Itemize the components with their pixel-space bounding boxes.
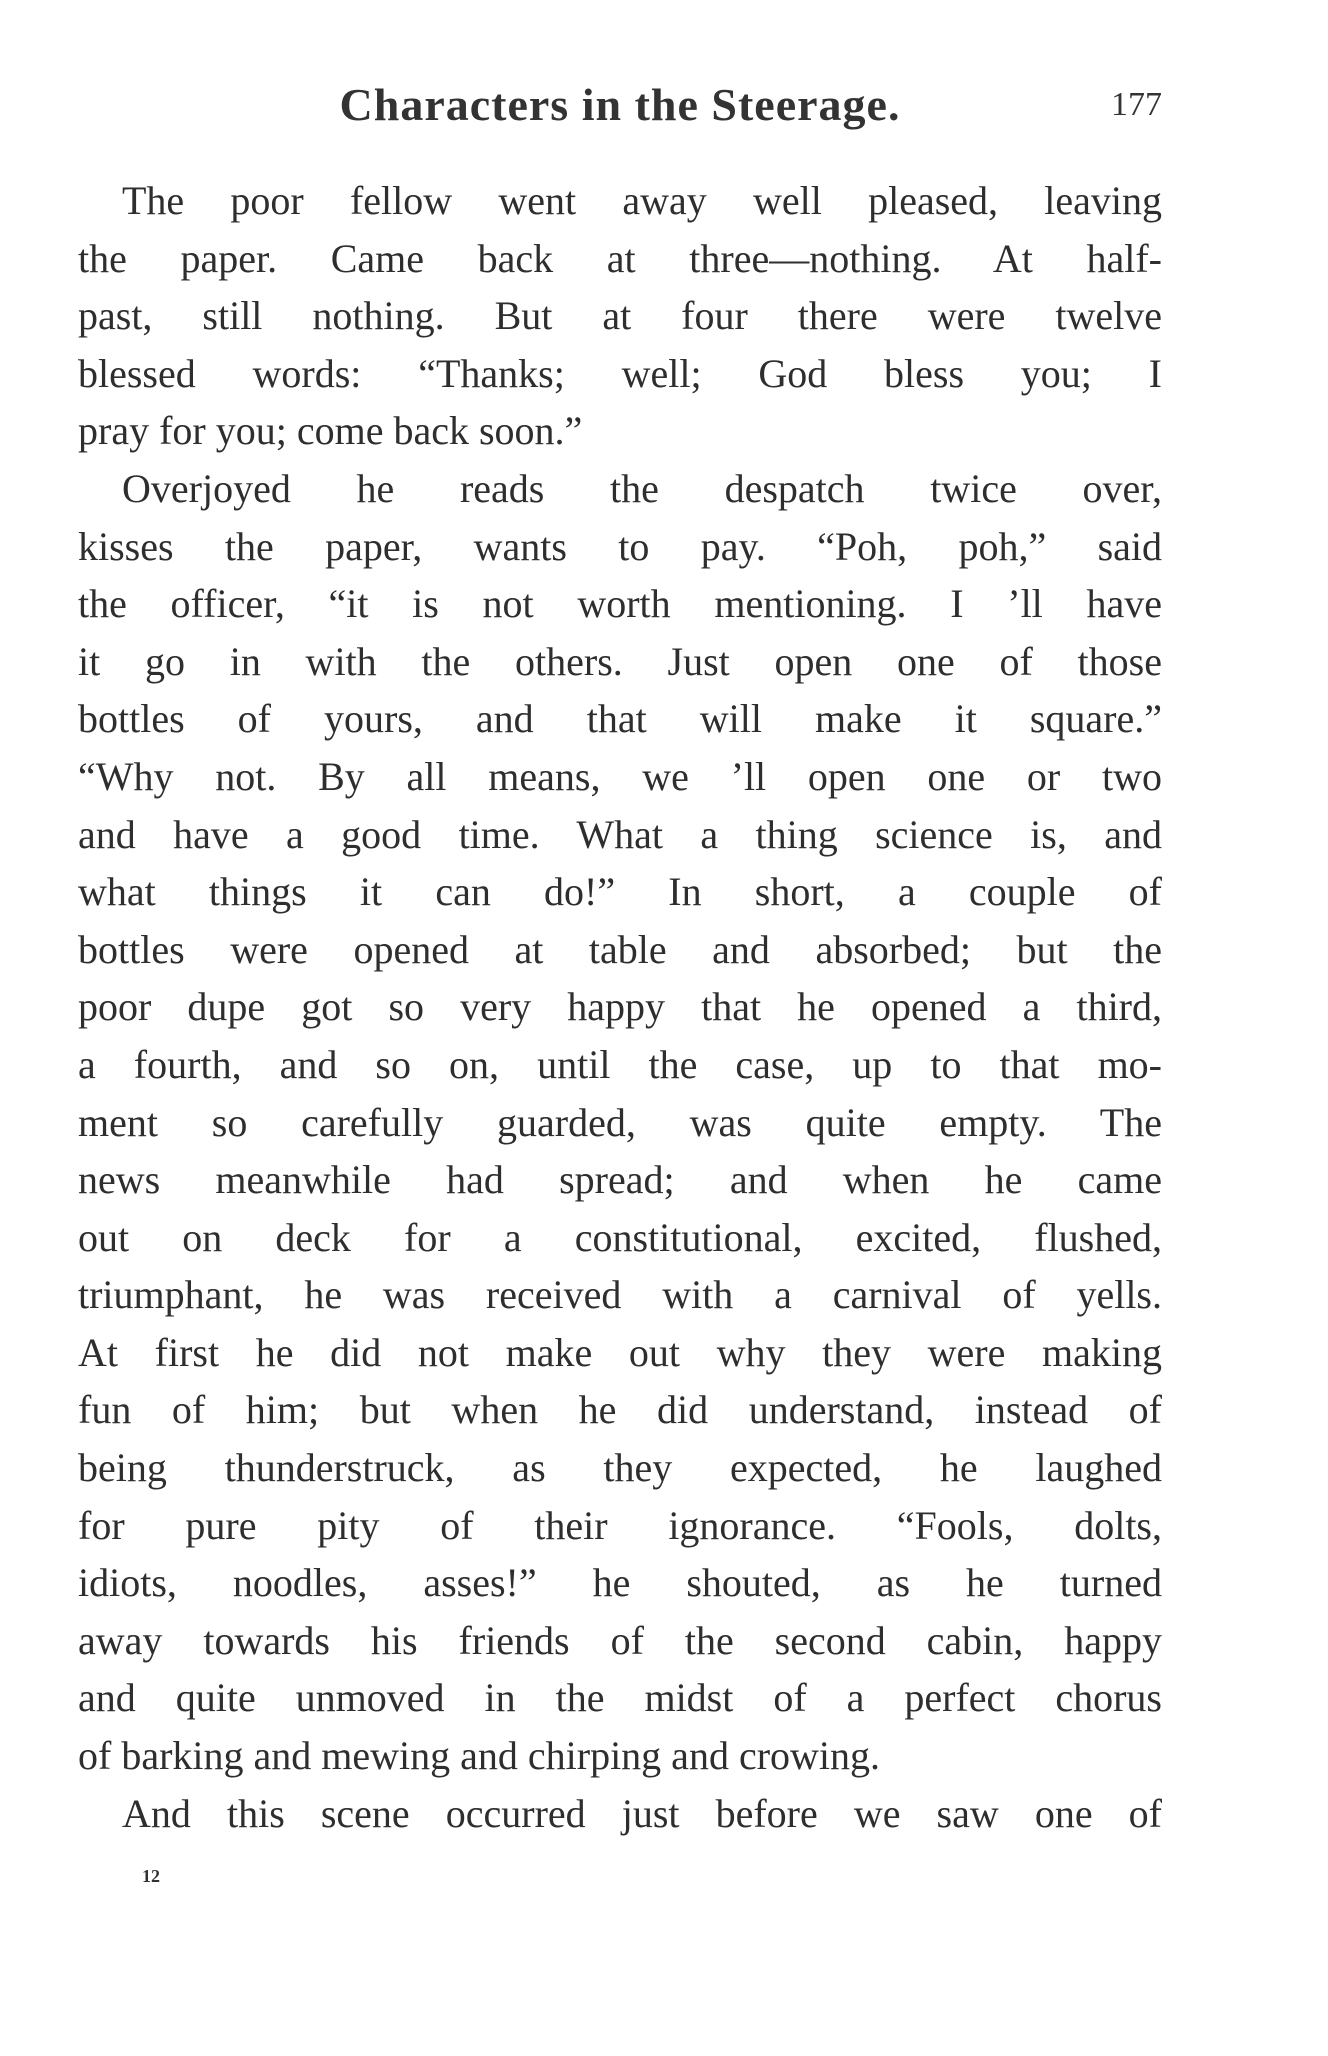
- page-number: 177: [1111, 86, 1162, 123]
- text-line: At first he did not make out why they were making: [78, 1329, 1162, 1375]
- text-line: past, still nothing. But at four there were twelve: [78, 293, 1162, 339]
- text-line: the officer, “it is not worth mentioning. I ’ll have: [78, 581, 1162, 627]
- signature-mark: 12: [142, 1866, 160, 1886]
- text-line: “Why not. By all means, we ’ll open one or two: [78, 753, 1162, 799]
- text-line: for pure pity of their ignorance. “Fools, dolts,: [78, 1502, 1162, 1548]
- text-line: it go in with the others. Just open one of those: [78, 638, 1162, 684]
- text-line: what things it can do!” In short, a couple of: [78, 869, 1162, 915]
- text-line: triumphant, he was received with a carnival of yells.: [78, 1272, 1162, 1318]
- text-line: And this scene occurred just before we saw one of: [122, 1790, 1162, 1836]
- text-line: and quite unmoved in the midst of a perfect chorus: [78, 1675, 1162, 1721]
- text-line: a fourth, and so on, until the case, up to that mo-: [78, 1041, 1162, 1087]
- text-line: out on deck for a constitutional, excited, flushed,: [78, 1214, 1162, 1260]
- text-line: news meanwhile had spread; and when he came: [78, 1157, 1162, 1203]
- text-line: poor dupe got so very happy that he opened a third,: [78, 984, 1162, 1030]
- text-line: bottles were opened at table and absorbed; but the: [78, 926, 1162, 972]
- chapter-title: Characters in the Steerage.: [339, 79, 901, 130]
- text-line: idiots, noodles, asses!” he shouted, as he turned: [78, 1560, 1162, 1606]
- text-line: of barking and mewing and chirping and crowing.: [78, 1733, 881, 1779]
- text-line: away towards his friends of the second cabin, happy: [78, 1617, 1162, 1663]
- text-line: the paper. Came back at three—nothing. At half-: [78, 235, 1162, 281]
- text-line: Overjoyed he reads the despatch twice over,: [122, 465, 1162, 511]
- body-text: [78, 172, 1162, 1842]
- text-line: kisses the paper, wants to pay. “Poh, poh,” said: [78, 523, 1162, 569]
- text-line: pray for you; come back soon.”: [78, 408, 583, 454]
- text-line: ment so carefully guarded, was quite empty. The: [78, 1099, 1162, 1145]
- text-line: fun of him; but when he did understand, instead of: [78, 1387, 1162, 1433]
- running-head: [78, 78, 1162, 148]
- text-line: and have a good time. What a thing science is, and: [78, 811, 1162, 857]
- text-line: The poor fellow went away well pleased, leaving: [122, 178, 1162, 223]
- text-line: being thunderstruck, as they expected, he laughed: [78, 1445, 1162, 1491]
- text-line: blessed words: “Thanks; well; God bless you; I: [78, 350, 1162, 396]
- text-line: bottles of yours, and that will make it square.”: [78, 696, 1162, 742]
